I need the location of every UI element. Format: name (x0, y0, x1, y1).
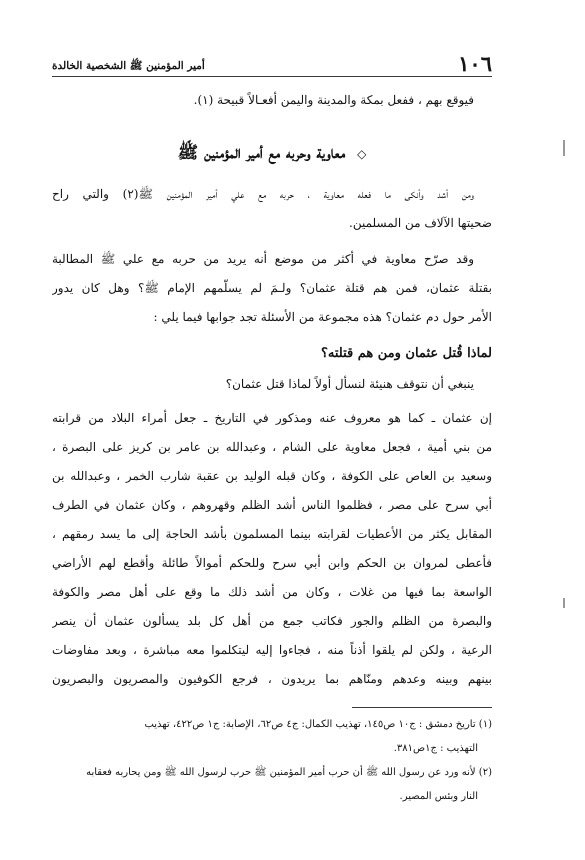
text-line: فأعطى لمروان بن الحكم وابن أبي سرح وللحكم أموالاً طائلة وأقطع لهم الأراضي (52, 556, 492, 570)
paragraph (52, 370, 492, 399)
text-line: أبي سرح على مصر ، فظلموا الناس أشد الظلم وقهروهم ، وكان عثمان في الطرف (52, 498, 492, 512)
text-line: الرعية ، ولكن لم يلقوا أذناً منه ، فجاءوا إليه ليتكلموا معه مباشرة ، وبعد مفاوضات (52, 643, 492, 657)
diamond-icon: ◇ (357, 147, 367, 161)
text-line: من بني أمية ، فجعل معاوية على الشام ، وعبدالله بن عامر بن كريز على البصرة ، (52, 440, 492, 454)
running-title: أمير المؤمنين ﷺ الشخصية الخالدة (52, 59, 205, 72)
footnote: (١) تاريخ دمشق : ج١٠ ص١٤٥، تهذيب الكمال: ج٤ ص٦٢، الإصابة: ج١ ص٤٢٢، تهذيب (144, 719, 492, 730)
header-rule (52, 76, 492, 77)
text-line: ينبغي أن نتوقف هنيئة لنسأل أولاً لماذا قتل عثمان؟ (225, 377, 474, 391)
text-line: ضحيتها الآلاف من المسلمين. (349, 216, 492, 230)
text-line: بينهم وبينه وعدهم ومنّاهم بما يريدون ، فرجع الكوفيون والمصريون والبصريون (52, 672, 492, 686)
running-header (52, 40, 492, 74)
footnotes (52, 713, 492, 809)
subheading: لماذا قُتل عثمان ومن هم قتلته؟ (320, 346, 492, 361)
text-line: ومن أشد وأنكى ما فعله معاوية ، حربه مع علي أمير المؤمنين ﷺ(٢) والتي راح (52, 187, 474, 201)
page-number: ١٠٦ (458, 51, 492, 76)
text-line: وسعيد بن العاص على الكوفة ، وكان قبله الوليد بن عقبة شارب الخمر ، وعبدالله بن (52, 469, 492, 483)
text-line: الأمر حول دم عثمان؟ هذه مجموعة من الأسئلة تجد جوابها فيما يلي : (153, 310, 492, 324)
text-line: إن عثمان ـ كما هو معروف عنه ومذكور في التاريخ ـ جعل أمراء البلاد من قرابته (52, 411, 492, 425)
scan-mark (563, 140, 565, 156)
text-line: الواسعة بما فيها من غلات ، وكان من أشد ذلك ما وقع على أهل مصر والكوفة (52, 585, 492, 599)
footnote-continuation: التهذيب : ج١ص٣٨١. (393, 743, 478, 754)
paragraph (52, 404, 492, 694)
text-line: والبصرة من الظلم والجور فكاتب جمع من أهل كل بلد يسألون عثمان أن ينصر (52, 614, 492, 628)
footnote-rule (352, 707, 492, 708)
intro-paragraph (52, 86, 492, 115)
footnote: (٢) لأنه ورد عن رسول الله ﷺ أن حرب أمير المؤمنين ﷺ حرب لرسول الله ﷺ ومن يحاربه فعقابه (86, 767, 492, 778)
text-line: فيوقع بهم ، ففعل بمكة والمدينة واليمن أفعـالاً قبيحة (١). (193, 93, 474, 107)
text-line: بقتلة عثمان، فمن هم قتلة عثمان؟ ولـمَ لم يسلّمهم الإمام ﷺ؟ وهل كان يدور (52, 281, 492, 295)
paragraph (52, 180, 492, 238)
footnote-continuation: النار وبئس المصير. (399, 791, 478, 802)
paragraph (52, 245, 492, 332)
text-line: المقابل يكثر من الأعطيات لقرابته بينما المسلمون بأشد الحاجة إلى ما يسد رمقهم ، (52, 527, 492, 541)
section-heading-text: معاوية وحربه مع أمير المؤمنين ﷺ (177, 143, 346, 163)
text-line: وقد صرّح معاوية في أكثر من موضع أنه يريد من حربه مع علي ﷺ المطالبة (52, 252, 474, 266)
section-heading (52, 138, 492, 169)
scan-mark (563, 598, 565, 608)
